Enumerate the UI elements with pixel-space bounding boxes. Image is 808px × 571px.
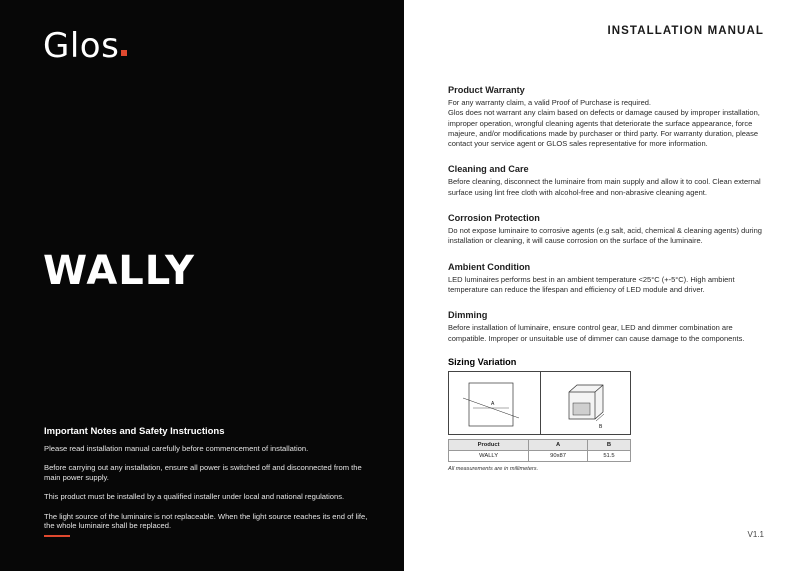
table-header-row [449,440,631,451]
section-body: Before cleaning, disconnect the luminaire from main supply and allow it to cool. Clean external surface using lint free cloth with alcohol-free and non-abrasive cleaning agent. [448,177,761,197]
sizing-figures [448,371,631,435]
measurement-note: All measurements are in millimeters. [448,466,539,472]
note-item: Before carrying out any installation, ensure all power is switched off and disconnected from the main power supply. [44,463,362,483]
notes-title: Important Notes and Safety Instructions [44,426,225,437]
note-item: The light source of the luminaire is not replaceable. When the light source reaches its end of life, the whole luminaire shall be replaced. [44,511,368,531]
front-view-figure [449,372,540,434]
section-title: Corrosion Protection [448,213,540,224]
table-cell: 51.5 [587,451,630,462]
section-title: Product Warranty [448,85,525,95]
version-label: V1.1 [747,530,764,539]
table-row [449,451,631,462]
table-cell: WALLY [449,451,529,462]
sizing-variation [448,357,638,472]
front-view-drawing [449,372,540,436]
side-view-drawing [541,372,632,436]
accent-bar [44,535,70,537]
manual-panel [404,0,808,571]
dimensions-table [448,439,631,462]
section-warranty [448,84,768,149]
section-title: Dimming [448,310,488,321]
section-cleaning [448,163,768,198]
section-title: Cleaning and Care [448,164,529,175]
column-header: B [587,440,630,451]
column-header: Product [449,440,529,451]
brand-logo: Glos [43,26,127,66]
sizing-title: Sizing Variation [448,357,517,367]
section-corrosion [448,212,768,247]
section-body: For any warranty claim, a valid Proof of Purchase is required. Glos does not warrant any claim based on defects or damage caused by improper installation, improper operation, wrongful cleaning agents that deteriorate the surface appearance, force majeure, and/or modifications made by purchaser or third party. For warranty duration, please contact your service agent or GLOS sales representative for more information. [448,98,760,149]
manual-title: INSTALLATION MANUAL [607,25,764,37]
note-item: Please read installation manual carefully before commencement of installation. [44,444,309,453]
section-body: Before installation of luminaire, ensure control gear, LED and dimmer combination are compatible. Improper or unsuitable use of dimmer can cause damage to the components. [448,323,745,343]
dim-label-b: B [599,424,603,430]
product-name: WALLY [43,248,195,294]
section-ambient [448,261,768,296]
section-body: Do not expose luminaire to corrosive agents (e.g salt, acid, chemical & cleaning agents) during installation or cleaning, it will cause corrosion on the surface of the luminaire. [448,226,762,246]
brand-dot [121,50,127,56]
side-view-figure [540,372,632,434]
section-title: Ambient Condition [448,261,531,272]
section-dimming [448,309,768,344]
manual-sections [448,84,768,358]
safety-notes [44,426,374,537]
column-header: A [529,440,588,451]
table-cell: 90x87 [529,451,588,462]
section-body: LED luminaires performs best in an ambient temperature <25°C (+-5°C). High ambient temperature can reduce the lifespan and efficiency of LED module and driver. [448,274,735,294]
dim-label-a: A [491,401,495,407]
note-item: This product must be installed by a qualified installer under local and national regulations. [44,492,345,502]
